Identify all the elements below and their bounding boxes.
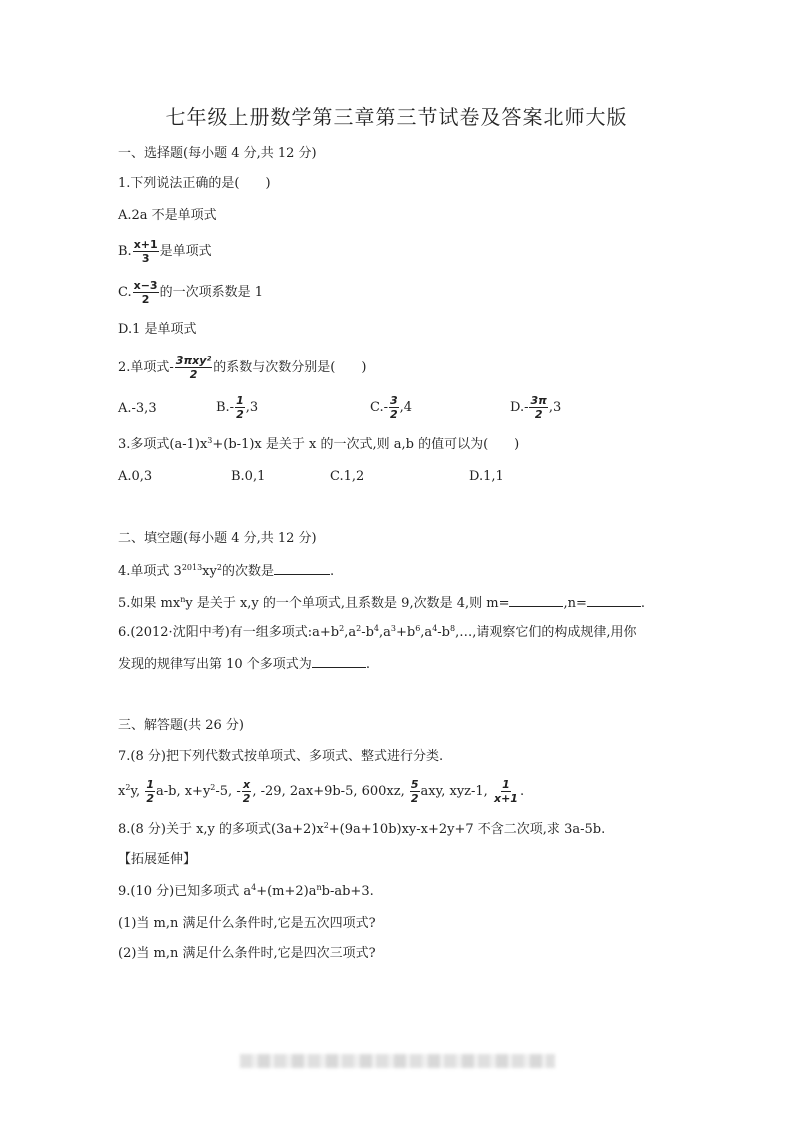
stem-text: +(b-1)x 是关于 x 的一次式,则 a,b 的值可以为( ) (212, 437, 520, 452)
numerator: 5 (410, 778, 419, 791)
stem-text: -b (361, 625, 374, 640)
superscript: 2 (339, 624, 345, 633)
stem-text: . (329, 564, 335, 579)
expr-text: x (118, 784, 126, 799)
denominator: 2 (390, 408, 398, 421)
fraction (175, 354, 212, 381)
option-label: B. (118, 244, 132, 259)
question-2-option-c (370, 394, 412, 421)
stem-text: y 是关于 x,y 的一个单项式,且系数是 9,次数是 4,则 m= (185, 596, 510, 611)
stem-text: 9.(10 分)已知多项式 a (118, 884, 252, 899)
denominator: 2 (141, 293, 150, 306)
stem-text: +b (395, 625, 416, 640)
question-1-option-b (118, 238, 212, 265)
fraction (133, 279, 159, 306)
question-9-item-2: (2)当 m,n 满足什么条件时,它是四次三项式? (118, 946, 376, 961)
denominator: 2 (534, 408, 543, 421)
expr-text: axy, xyz-1, (420, 784, 488, 799)
page-title: 七年级上册数学第三章第三节试卷及答案北师大版 (165, 105, 628, 129)
fraction (389, 394, 399, 421)
stem-text: 8.(8 分)关于 x,y 的多项式(3a+2)x (118, 822, 324, 837)
fraction (235, 394, 245, 421)
superscript: 4 (432, 624, 438, 633)
answer-blank[interactable] (274, 562, 330, 575)
stem-text: xy (202, 564, 217, 579)
denominator: 2 (189, 368, 198, 381)
question-3-option-d: D.1,1 (469, 469, 504, 484)
answer-blank[interactable] (312, 655, 366, 668)
question-6-line-2 (118, 655, 370, 673)
stem-text: ,a (379, 625, 391, 640)
numerator: 3πxy² (175, 354, 212, 367)
stem-text: +(9a+10b)xy-x+2y+7 不含二次项,求 3a-5b. (328, 822, 606, 837)
question-2-option-d (510, 394, 561, 421)
denominator: 3 (141, 252, 150, 265)
question-2-stem (118, 354, 366, 381)
question-9-stem (118, 884, 374, 900)
expr-text: y, (130, 784, 141, 799)
numerator: 3π (530, 394, 547, 407)
superscript: n (316, 883, 322, 892)
stem-text: +(m+2)a (256, 884, 317, 899)
question-1-option-d: D.1 是单项式 (118, 322, 197, 337)
question-6-line-1 (118, 625, 637, 641)
stem-text: . (640, 596, 646, 611)
option-text: 是单项式 (159, 244, 212, 259)
fraction (242, 778, 252, 805)
stem-text: 的次数是 (221, 564, 274, 579)
superscript: n (180, 595, 186, 604)
stem-text: 3.多项式(a-1)x (118, 437, 208, 452)
question-8 (118, 822, 605, 838)
option-text: ,3 (245, 400, 259, 415)
answer-blank-m[interactable] (509, 594, 563, 607)
question-3-option-a: A.0,3 (118, 469, 153, 484)
superscript: 3 (207, 436, 213, 445)
stem-text: b-ab+3. (321, 884, 374, 899)
option-label: D.- (510, 400, 529, 415)
denominator: 2 (236, 408, 244, 421)
numerator: x (242, 778, 251, 791)
fraction (133, 238, 159, 265)
superscript: 4 (251, 883, 257, 892)
stem-text: 6.(2012·沈阳中考)有一组多项式:a+b (118, 625, 340, 640)
question-1-option-c (118, 279, 263, 306)
fraction (145, 778, 155, 805)
question-2-option-a: A.-3,3 (118, 401, 157, 416)
stem-text: 2.单项式- (118, 360, 174, 375)
section-3-heading: 三、解答题(共 26 分) (118, 718, 244, 733)
question-3-option-c: C.1,2 (330, 469, 365, 484)
numerator: x+1 (133, 238, 158, 251)
numerator: 1 (236, 394, 244, 407)
superscript: 2 (216, 563, 222, 572)
blurred-footer-watermark (240, 1054, 555, 1068)
stem-text: ,…,请观察它们的构成规律,用你 (455, 625, 637, 640)
question-4 (118, 562, 334, 580)
stem-text: 发现的规律写出第 10 个多项式为 (118, 657, 312, 672)
question-2-option-b (216, 394, 258, 421)
stem-text: ,n= (563, 596, 587, 611)
option-label: B.- (216, 400, 235, 415)
question-1-stem: 1.下列说法正确的是( ) (118, 176, 271, 191)
question-3-stem (118, 437, 519, 453)
section-1-heading: 一、选择题(每小题 4 分,共 12 分) (118, 146, 317, 161)
stem-text: ,a (420, 625, 433, 640)
option-text: ,4 (399, 400, 413, 415)
stem-text: 的系数与次数分别是( ) (213, 360, 367, 375)
question-9-item-1: (1)当 m,n 满足什么条件时,它是五次四项式? (118, 916, 376, 931)
option-text: 的一次项系数是 1 (159, 285, 263, 300)
expr-text: , -29, 2ax+9b-5, 600xz, (252, 784, 405, 799)
option-label: C.- (370, 400, 389, 415)
denominator: 2 (242, 792, 251, 805)
superscript: 2 (210, 783, 216, 792)
stem-text: . (365, 657, 370, 672)
stem-text: 5.如果 mx (118, 596, 181, 611)
superscript: 4 (373, 624, 379, 633)
question-1-option-a: A.2a 不是单项式 (118, 208, 217, 223)
extension-heading: 【拓展延伸】 (118, 852, 197, 867)
fraction (410, 778, 420, 805)
numerator: 1 (146, 778, 154, 791)
option-text: ,3 (548, 400, 562, 415)
question-7-stem: 7.(8 分)把下列代数式按单项式、多项式、整式进行分类. (118, 749, 444, 764)
numerator: 3 (390, 394, 398, 407)
numerator: x−3 (133, 279, 158, 292)
superscript: 2 (356, 624, 362, 633)
question-5 (118, 594, 645, 612)
fraction (529, 394, 547, 421)
superscript: 8 (450, 624, 456, 633)
superscript: 2 (125, 783, 131, 792)
expr-text: a-b, x+y (155, 784, 211, 799)
numerator: 1 (502, 778, 510, 791)
stem-text: 4.单项式 3 (118, 564, 182, 579)
stem-text: -b (437, 625, 450, 640)
stem-text: ,a (344, 625, 357, 640)
superscript: 6 (415, 624, 421, 633)
fraction (493, 778, 519, 805)
expr-text: -5, - (215, 784, 241, 799)
expr-text: . (519, 784, 525, 799)
denominator: 2 (410, 792, 419, 805)
question-3-option-b: B.0,1 (231, 469, 266, 484)
answer-blank-n[interactable] (587, 594, 641, 607)
superscript: 2013 (181, 563, 203, 572)
question-7-expressions (118, 778, 524, 805)
denominator: 2 (146, 792, 154, 805)
superscript: 3 (390, 624, 396, 633)
section-2-heading: 二、填空题(每小题 4 分,共 12 分) (118, 531, 317, 546)
superscript: 2 (323, 821, 329, 830)
option-label: C. (118, 285, 132, 300)
denominator: x+1 (493, 792, 518, 805)
